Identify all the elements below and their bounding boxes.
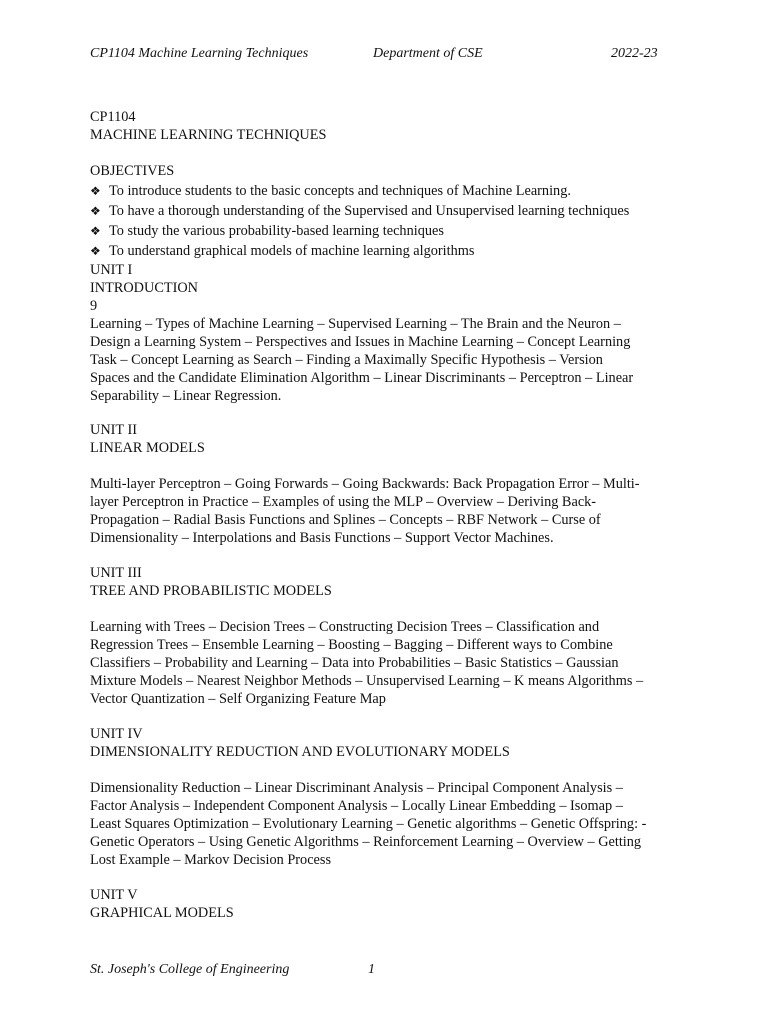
unit-3-title: TREE AND PROBABILISTIC MODELS (90, 583, 332, 599)
unit-2-line: Dimensionality – Interpolations and Basis Functions – Support Vector Machines. (90, 530, 554, 546)
unit-2-title: LINEAR MODELS (90, 440, 205, 456)
objective-text: To understand graphical models of machine learning algorithms (109, 243, 475, 259)
unit-5-section (90, 886, 690, 922)
unit-4-line: Least Squares Optimization – Evolutionary Learning – Genetic algorithms – Genetic Offspring: - (90, 816, 647, 832)
unit-1-label: UNIT I (90, 262, 133, 278)
unit-4-line: Lost Example – Markov Decision Process (90, 852, 332, 868)
four-diamond-bullet-icon: ❖ (90, 244, 101, 258)
footer-college: St. Joseph's College of Engineering (90, 962, 290, 977)
header-department: Department of CSE (373, 46, 483, 61)
page-number: 1 (368, 962, 375, 977)
objectives-list (90, 181, 690, 261)
unit-1-line: Separability – Linear Regression. (90, 388, 282, 404)
unit-4-label: UNIT IV (90, 726, 143, 742)
unit-2-line: Multi-layer Perceptron – Going Forwards – Going Backwards: Back Propagation Error – Multi- (90, 476, 640, 492)
objective-text: To have a thorough understanding of the Supervised and Unsupervised learning techniques (109, 203, 630, 219)
unit-4-section (90, 725, 690, 761)
course-title: MACHINE LEARNING TECHNIQUES (90, 127, 327, 143)
unit-2-content (90, 475, 690, 547)
unit-3-line: Regression Trees – Ensemble Learning – Boosting – Bagging – Different ways to Combine (90, 637, 613, 653)
unit-1-content (90, 315, 690, 405)
objective-item (90, 241, 690, 261)
four-diamond-bullet-icon: ❖ (90, 204, 101, 218)
four-diamond-bullet-icon: ❖ (90, 184, 101, 198)
unit-4-line: Dimensionality Reduction – Linear Discriminant Analysis – Principal Component Analysis – (90, 780, 623, 796)
header-course: CP1104 Machine Learning Techniques (90, 46, 309, 61)
unit-3-line: Classifiers – Probability and Learning – Data into Probabilities – Basic Statistics – Gaussian (90, 655, 619, 671)
objective-item (90, 201, 690, 221)
objective-item (90, 181, 690, 201)
unit-1-line: Spaces and the Candidate Elimination Algorithm – Linear Discriminants – Perceptron – Linear (90, 370, 634, 386)
unit-5-label: UNIT V (90, 887, 138, 903)
unit-3-line: Mixture Models – Nearest Neighbor Methods – Unsupervised Learning – K means Algorithms – (90, 673, 644, 689)
unit-4-line: Genetic Operators – Using Genetic Algorithms – Reinforcement Learning – Overview – Getting (90, 834, 642, 850)
unit-1-line: Learning – Types of Machine Learning – Supervised Learning – The Brain and the Neuron – (90, 316, 621, 332)
header-year: 2022-23 (611, 46, 658, 61)
unit-4-line: Factor Analysis – Independent Component Analysis – Locally Linear Embedding – Isomap – (90, 798, 623, 814)
unit-3-line: Vector Quantization – Self Organizing Feature Map (90, 691, 386, 707)
unit-1-hours: 9 (90, 298, 98, 314)
objective-item (90, 221, 690, 241)
unit-4-title: DIMENSIONALITY REDUCTION AND EVOLUTIONARY MODELS (90, 744, 510, 760)
unit-1-title: INTRODUCTION (90, 280, 199, 296)
objectives-section (90, 162, 690, 261)
unit-2-line: layer Perceptron in Practice – Examples of using the MLP – Overview – Deriving Back- (90, 494, 597, 510)
unit-1-section (90, 261, 690, 405)
unit-1-line: Task – Concept Learning as Search – Finding a Maximally Specific Hypothesis – Version (90, 352, 603, 368)
unit-3-label: UNIT III (90, 565, 142, 581)
objective-text: To introduce students to the basic concepts and techniques of Machine Learning. (109, 183, 571, 199)
objectives-heading: OBJECTIVES (90, 163, 175, 179)
course-block (90, 108, 690, 144)
unit-3-content (90, 618, 690, 708)
unit-3-line: Learning with Trees – Decision Trees – Constructing Decision Trees – Classification and (90, 619, 600, 635)
unit-2-label: UNIT II (90, 422, 137, 438)
unit-4-content (90, 779, 690, 869)
unit-1-line: Design a Learning System – Perspectives and Issues in Machine Learning – Concept Learning (90, 334, 631, 350)
four-diamond-bullet-icon: ❖ (90, 224, 101, 238)
unit-5-title: GRAPHICAL MODELS (90, 905, 234, 921)
unit-2-section (90, 421, 690, 457)
objective-text: To study the various probability-based learning techniques (109, 223, 444, 239)
course-code: CP1104 (90, 109, 136, 125)
unit-2-line: Propagation – Radial Basis Functions and Splines – Concepts – RBF Network – Curse of (90, 512, 601, 528)
unit-3-section (90, 564, 690, 600)
